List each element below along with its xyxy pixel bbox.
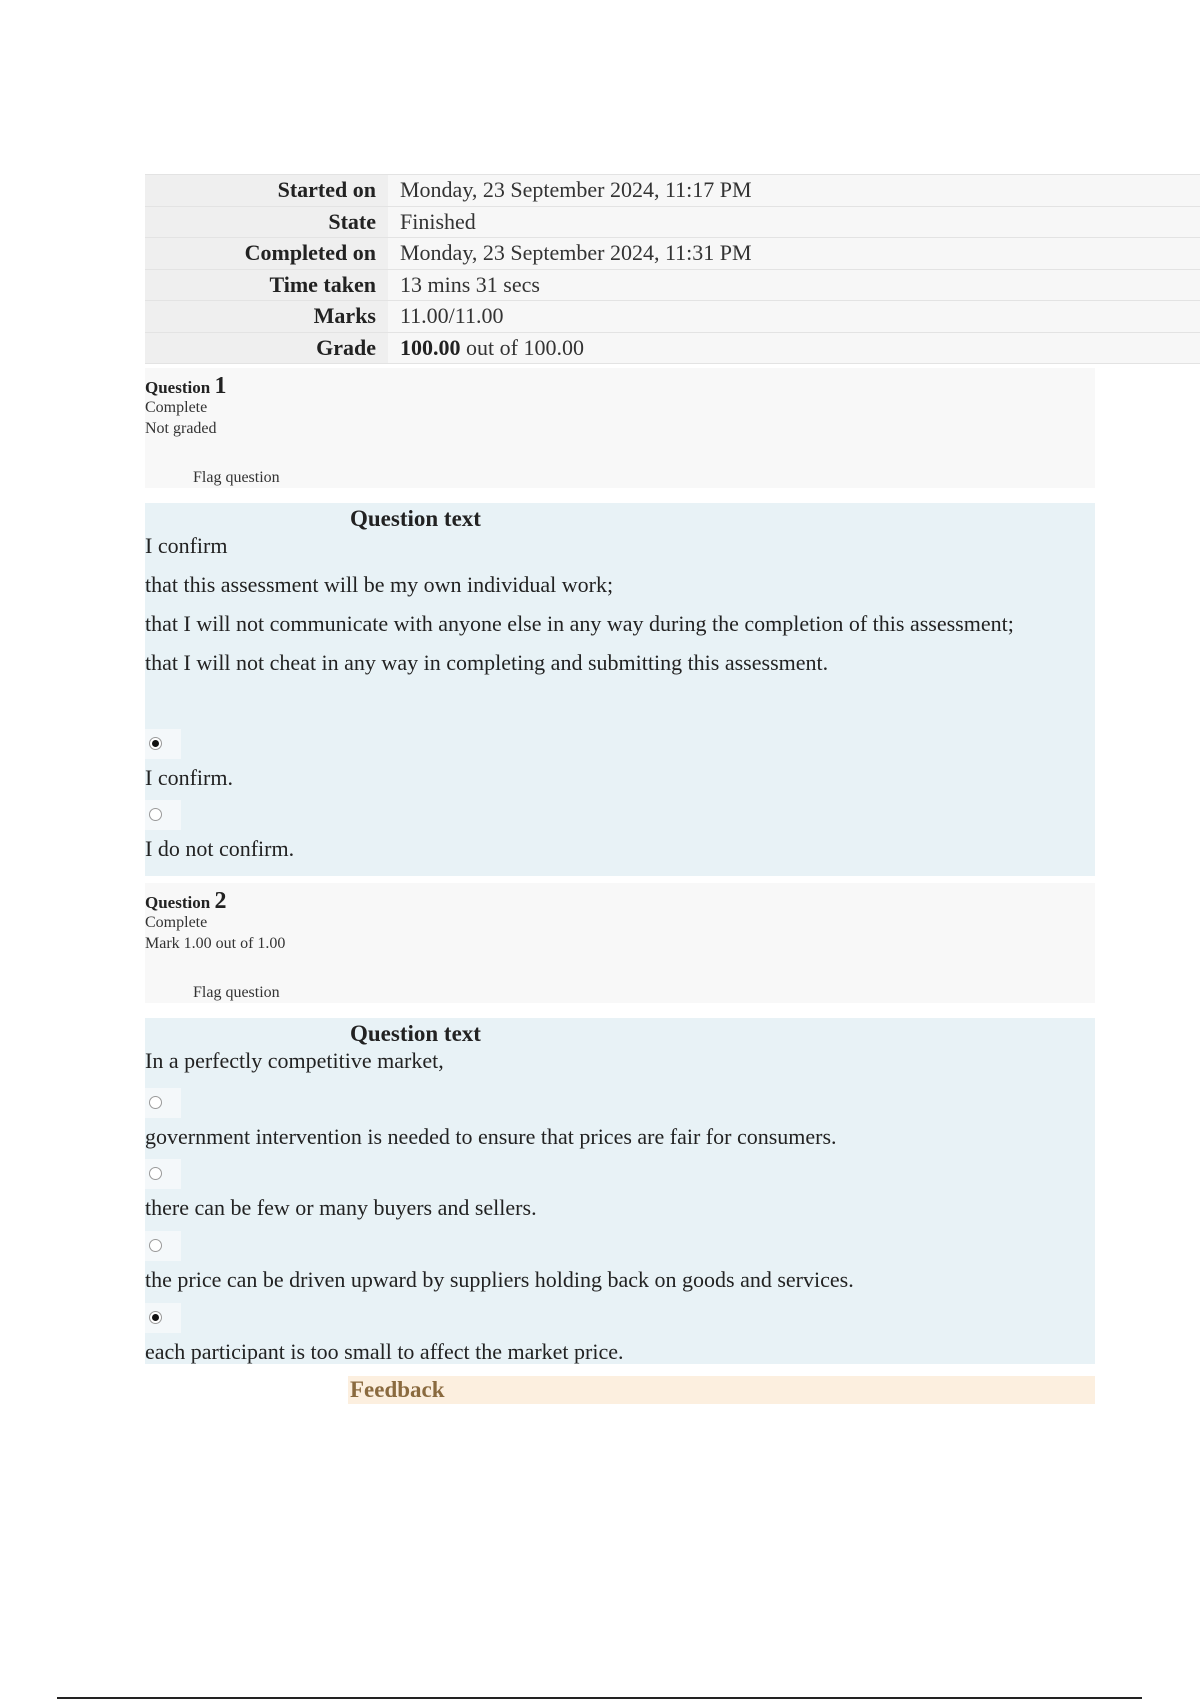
question-state: Complete [145, 399, 208, 416]
question-number: 2 [214, 888, 227, 914]
answer-radio-i-confirm[interactable] [149, 737, 162, 750]
summary-label: Marks [145, 301, 388, 333]
question-title [145, 888, 226, 915]
answer-radio-container [145, 1159, 181, 1189]
summary-row-time-taken [145, 269, 1200, 301]
summary-value: 13 mins 31 secs [388, 269, 1200, 301]
question-1-info [145, 368, 1095, 488]
answer-radio-a[interactable] [149, 1096, 162, 1109]
summary-row-started-on [145, 175, 1200, 207]
question-text-heading: Question text [350, 1021, 481, 1046]
summary-value: Monday, 23 September 2024, 11:31 PM [388, 238, 1200, 270]
summary-value: Monday, 23 September 2024, 11:17 PM [388, 175, 1200, 207]
summary-row-completed-on [145, 238, 1200, 270]
attempt-summary-table [145, 174, 1200, 364]
answer-label: I do not confirm. [145, 836, 295, 861]
summary-label: State [145, 206, 388, 238]
answer-radio-container [145, 1303, 181, 1333]
summary-value [388, 332, 1200, 364]
summary-label: Started on [145, 175, 388, 207]
flag-question-link[interactable]: Flag question [193, 469, 280, 486]
answer-radio-container [145, 729, 181, 759]
question-1-content [145, 503, 1095, 876]
question-2-info [145, 883, 1095, 1003]
question-2-content [145, 1018, 1095, 1364]
question-title [145, 373, 226, 400]
feedback-heading: Feedback [350, 1377, 445, 1402]
answer-radio-container [145, 800, 181, 830]
question-paragraph: I confirm [145, 533, 228, 558]
answer-radio-container [145, 1231, 181, 1261]
answer-radio-d[interactable] [149, 1311, 162, 1324]
question-paragraph: that I will not cheat in any way in completing and submitting this assessment. [145, 650, 829, 675]
answer-label: government intervention is needed to ensure that prices are fair for consumers. [145, 1124, 837, 1149]
question-prefix: Question [145, 893, 215, 912]
summary-label: Time taken [145, 269, 388, 301]
summary-label: Completed on [145, 238, 388, 270]
summary-label: Grade [145, 332, 388, 364]
question-state: Complete [145, 914, 208, 931]
answer-label: there can be few or many buyers and sellers. [145, 1195, 537, 1220]
feedback-section [348, 1376, 1095, 1404]
summary-row-marks [145, 301, 1200, 333]
question-paragraph: that this assessment will be my own individual work; [145, 572, 614, 597]
question-grade: Mark 1.00 out of 1.00 [145, 935, 286, 952]
grade-out-of: out of 100.00 [460, 334, 584, 360]
answer-radio-i-do-not-confirm[interactable] [149, 808, 162, 821]
question-text-heading: Question text [350, 506, 481, 531]
summary-value: 11.00/11.00 [388, 301, 1200, 333]
summary-row-state [145, 206, 1200, 238]
answer-radio-b[interactable] [149, 1167, 162, 1180]
answer-label: I confirm. [145, 765, 233, 790]
question-paragraph: that I will not communicate with anyone else in any way during the completion of this assessment; [145, 611, 1014, 636]
answer-label: each participant is too small to affect the market price. [145, 1339, 624, 1364]
question-number: 1 [214, 373, 227, 399]
answer-radio-container [145, 1088, 181, 1118]
page-bottom-rule [57, 1697, 1142, 1699]
flag-question-link[interactable]: Flag question [193, 984, 280, 1001]
question-prefix: Question [145, 378, 215, 397]
grade-value: 100.00 [400, 334, 461, 360]
answer-radio-c[interactable] [149, 1239, 162, 1252]
question-grade: Not graded [145, 420, 217, 437]
summary-row-grade [145, 332, 1200, 364]
question-prompt: In a perfectly competitive market, [145, 1048, 444, 1073]
summary-value: Finished [388, 206, 1200, 238]
answer-label: the price can be driven upward by suppliers holding back on goods and services. [145, 1267, 854, 1292]
